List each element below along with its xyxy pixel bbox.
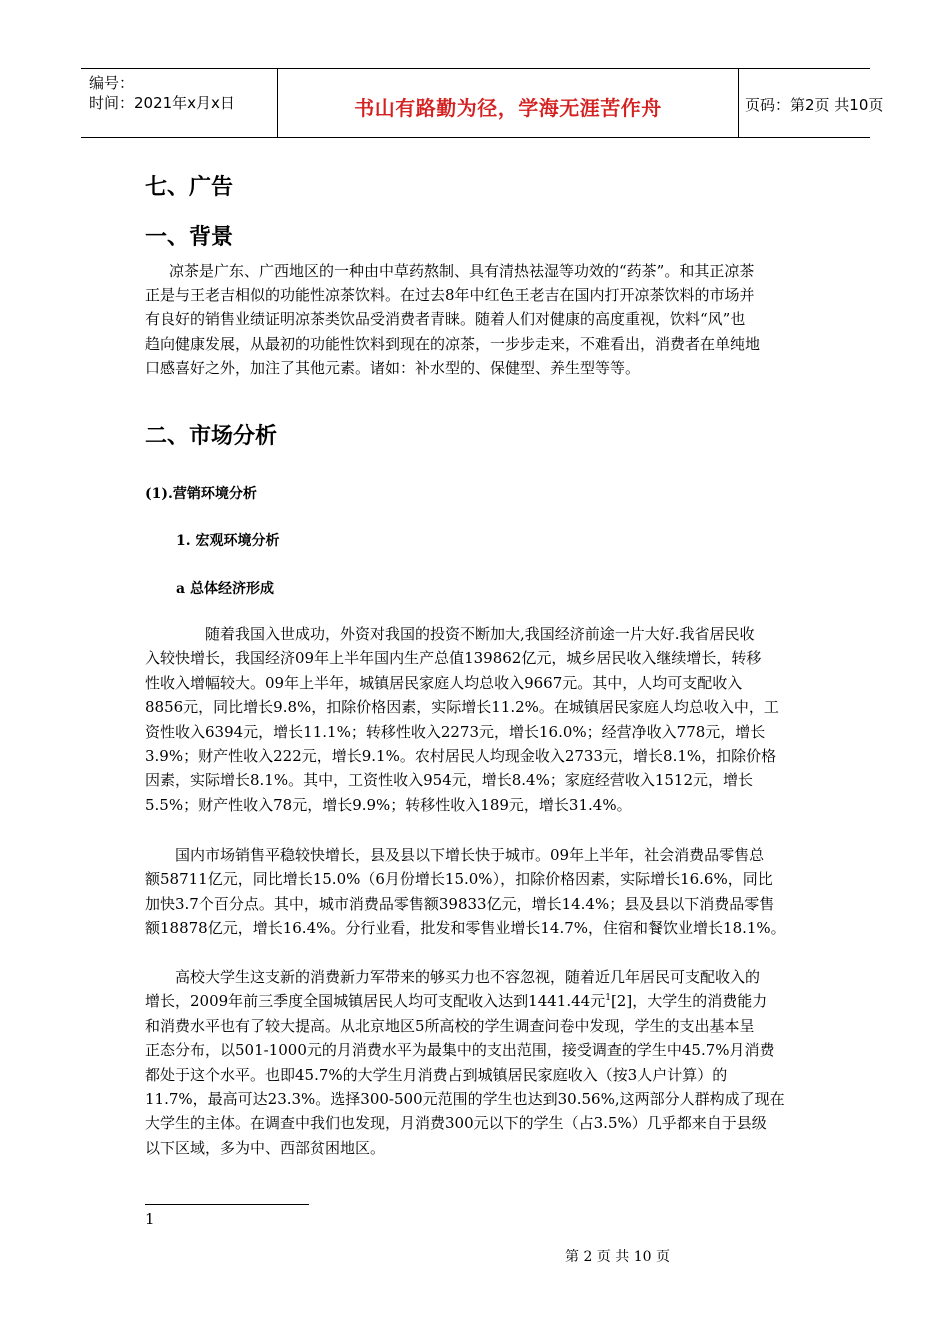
paragraph-line: 高校大学生这支新的消费新力军带来的够买力也不容忽视，随着近几年居民可支配收入的 [175, 968, 761, 986]
student-consumption-paragraph [145, 965, 813, 1185]
header-info-cell [81, 69, 278, 137]
header-motto-cell [278, 69, 739, 137]
date-label: 时间：2021年x月x日 [89, 94, 235, 112]
paragraph-line: 入较快增长，我国经济09年上半年国内生产总值139862亿元，城乡居民收入继续增长，转移 [145, 649, 762, 668]
paragraph-line: 性收入增幅较大。09年上半年，城镇居民家庭人均总收入9667元。其中，人均可支配收入 [145, 673, 743, 692]
paragraph-line: 额18878亿元，增长16.4%。分行业看，批发和零售业增长14.7%，住宿和餐饮业增长18.1%。 [145, 919, 786, 938]
paragraph-line: 3.9%；财产性收入222元，增长9.1%。农村居民人均现金收入2733元，增长8.1%，扣除价格 [145, 746, 777, 765]
paragraph-line: 口感喜好之外，加注了其他元素。诸如：补水型的、保健型、养生型等等。 [145, 358, 641, 377]
heading-market-analysis: 二、市场分析 [145, 424, 278, 449]
paragraph-line: 加快3.7个百分点。其中，城市消费品零售额39833亿元，增长14.4%；县及县以下消费品零售 [145, 894, 775, 913]
paragraph-line: 都处于这个水平。也即45.7%的大学生月消费占到城镇居民家庭收入（按3人户计算）的 [145, 1065, 728, 1084]
motto: 书山有路勤为径，学海无涯苦作舟 [354, 96, 662, 120]
subheading-overall-economy: a 总体经济形成 [176, 581, 274, 597]
page-number-label: 页码：第2页 共10页 [745, 96, 884, 114]
paragraph-line: 8856元，同比增长9.8%，扣除价格因素，实际增长11.2%。在城镇居民家庭人均总收入中，工 [145, 698, 779, 717]
paragraph-line: 以下区域，多为中、西部贫困地区。 [145, 1138, 386, 1157]
heading-advertising: 七、广告 [145, 175, 234, 200]
subheading-marketing-environment: (1).营销环境分析 [145, 486, 257, 502]
paragraph-line [145, 989, 813, 1013]
heading-background: 一、背景 [145, 225, 234, 250]
line-text: 增长，2009年前三季度全国城镇居民人均可支配收入达到1441.44元 [145, 992, 606, 1011]
document-number-label: 编号： [89, 74, 135, 92]
paragraph-line: 和消费水平也有了较大提高。从北京地区5所高校的学生调查问卷中发现，学生的支出基本呈 [145, 1016, 755, 1035]
paragraph-line: 资性收入6394元，增长11.1%；转移性收入2273元，增长16.0%；经营净收入778元，增长 [145, 722, 766, 741]
paragraph-line: 正是与王老吉相似的功能性凉茶饮料。在过去8年中红色王老吉在国内打开凉茶饮料的市场并 [145, 286, 755, 305]
paragraph-line: 正态分布，以501-1000元的月消费水平为最集中的支出范围，接受调查的学生中45.7%月消费 [145, 1041, 775, 1060]
footnote-marker: 1 [145, 1210, 155, 1228]
footnote-reference[interactable]: 1 [605, 993, 611, 1004]
paragraph-line: 大学生的主体。在调查中我们也发现，月消费300元以下的学生（占3.5%）几乎都来自于县级 [145, 1114, 767, 1133]
economy-paragraph [145, 622, 813, 817]
header-table [81, 68, 884, 138]
retail-paragraph [145, 843, 813, 941]
subheading-macro-environment: 1. 宏观环境分析 [176, 533, 280, 549]
header-page-cell [739, 69, 884, 137]
line-text: [2]，大学生的消费能力 [610, 992, 768, 1011]
background-paragraph [145, 259, 813, 380]
paragraph-line: 有良好的销售业绩证明凉茶类饮品受消费者青睐。随着人们对健康的高度重视，饮料“风”也 [145, 310, 746, 329]
paragraph-line [145, 1160, 813, 1184]
paragraph-line: 因素，实际增长8.1%。其中，工资性收入954元，增长8.4%；家庭经营收入1512元，增长 [145, 771, 754, 790]
paragraph-line: 5.5%；财产性收入78元，增长9.9%；转移性收入189元，增长31.4%。 [145, 795, 632, 814]
page-footer: 第 2 页 共 10 页 [565, 1249, 670, 1265]
paragraph-line: 凉茶是广东、广西地区的一种由中草药熬制、具有清热祛湿等功效的“药茶”。和其正凉茶 [169, 262, 755, 280]
paragraph-line: 11.7%，最高可达23.3%。选择300-500元范围的学生也达到30.56%,这两部分人群构成了现在 [145, 1089, 785, 1108]
paragraph-line: 国内市场销售平稳较快增长，县及县以下增长快于城市。09年上半年，社会消费品零售总 [175, 846, 765, 864]
paragraph-line: 趋向健康发展，从最初的功能性饮料到现在的凉茶，一步步走来，不难看出，消费者在单纯地 [145, 334, 761, 353]
paragraph-line: 额58711亿元，同比增长15.0%（6月份增长15.0%），扣除价格因素，实际增长16.6%，同比 [145, 870, 773, 889]
paragraph-line: 随着我国入世成功，外资对我国的投资不断加大,我国经济前途一片大好.我省居民收 [205, 625, 755, 643]
footnote-divider [145, 1204, 309, 1205]
